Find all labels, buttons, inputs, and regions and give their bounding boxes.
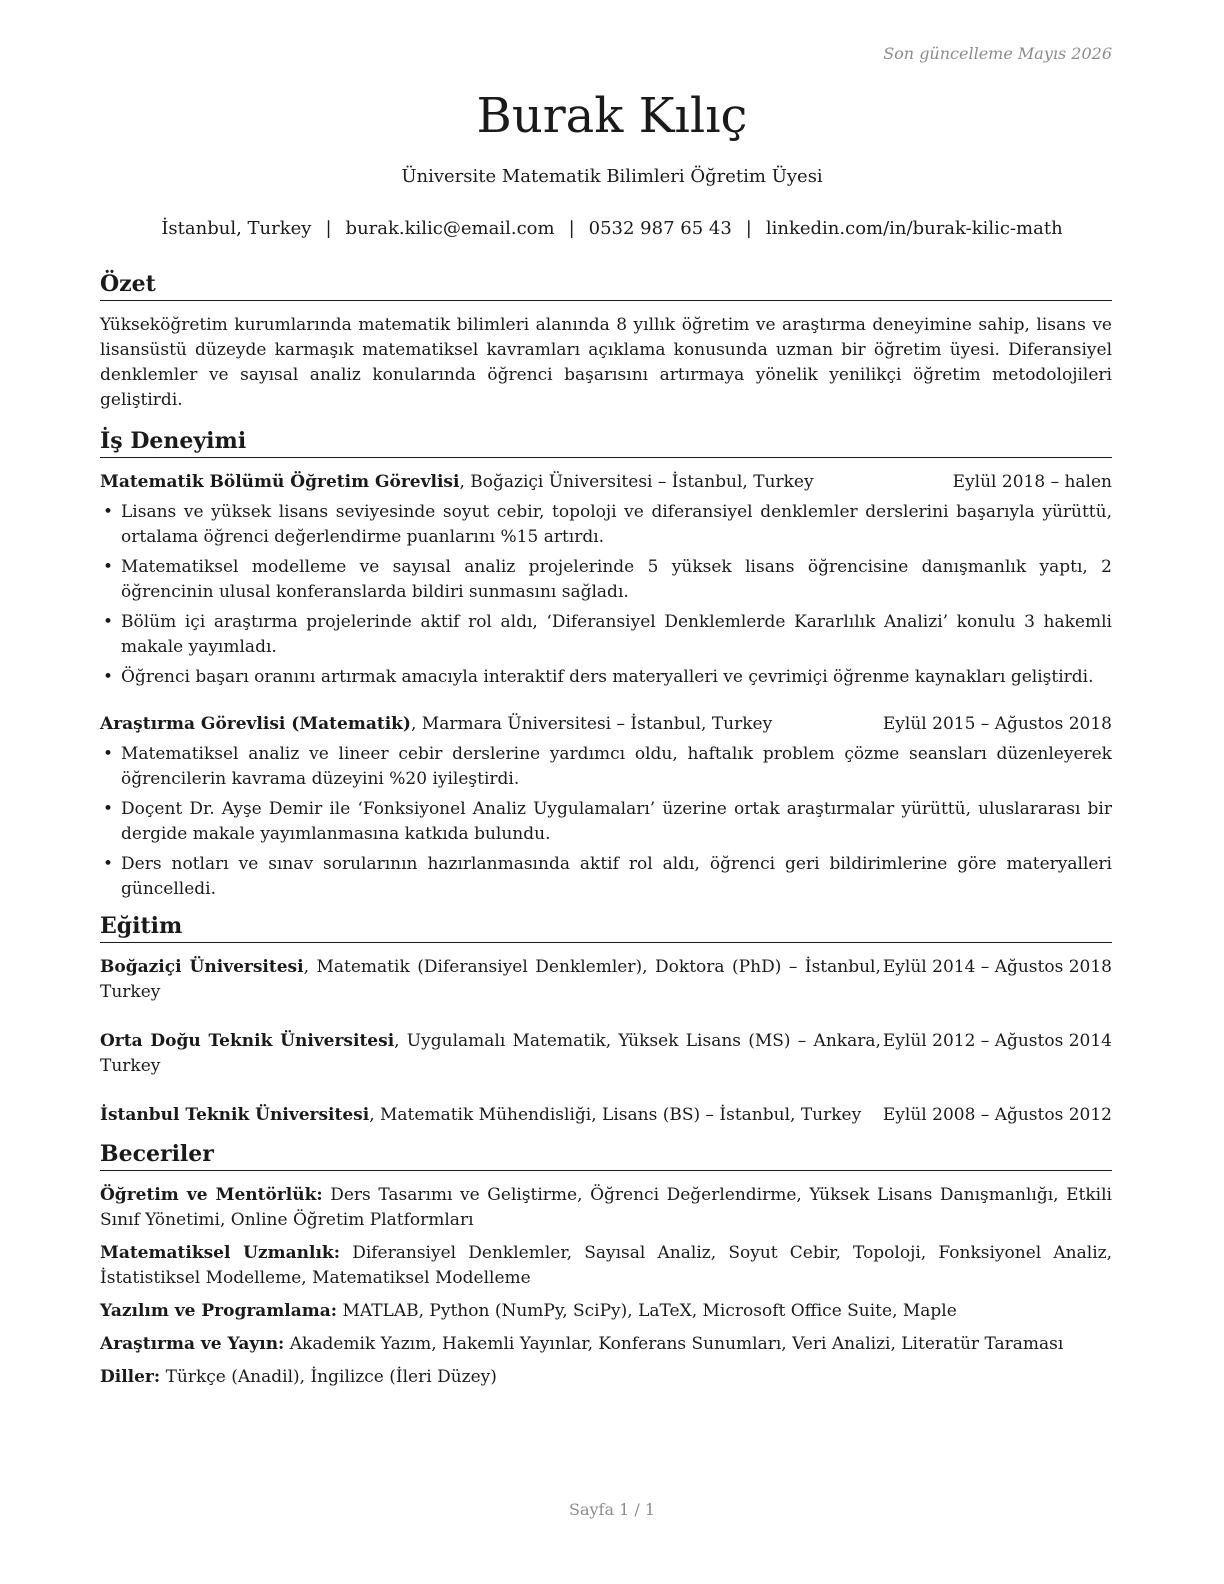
job-bullet: • Matematiksel analiz ve lineer cebir derslerine yardımcı oldu, haftalık problem çözme seansları düzenleyerek öğrencilerin kavrama düzeyini %20 iyileştirdi.	[100, 742, 1112, 792]
education-heading	[100, 1029, 883, 1079]
contact-separator: |	[568, 218, 575, 239]
contact-separator: |	[325, 218, 332, 239]
skill-label: Yazılım ve Programlama:	[100, 1301, 338, 1321]
job-org: , Boğaziçi Üniversitesi – İstanbul, Turkey	[459, 472, 814, 492]
skill-text: Türkçe (Anadil), İngilizce (İleri Düzey)	[160, 1367, 497, 1387]
education-school: Boğaziçi Üniversitesi	[100, 957, 304, 977]
skill-label: Öğretim ve Mentörlük:	[100, 1185, 323, 1205]
candidate-name: Burak Kılıç	[476, 88, 748, 144]
skill-row	[100, 1183, 1112, 1233]
summary-text: Yükseköğretim kurumlarında matematik bilimleri alanında 8 yıllık öğretim ve araştırma deneyimine sahip, lisans ve lisansüstü düzeyde karmaşık matematiksel kavramları açıklama konusunda uzman bir öğretim üyesi. Diferansiyel denklemler ve sayısal analiz konularında öğrenci başarısını artırmaya yönelik yenilikçi öğretim metodolojileri geliştirdi.	[100, 315, 1112, 410]
job-role: Matematik Bölümü Öğretim Görevlisi	[100, 472, 460, 492]
education-heading	[100, 1103, 883, 1128]
skills-section	[100, 1140, 1112, 1390]
skill-row	[100, 1365, 1112, 1390]
experience-section	[100, 427, 1112, 902]
education-heading	[100, 955, 883, 1005]
job-role: Araştırma Görevlisi (Matematik)	[100, 714, 411, 734]
skill-label: Araştırma ve Yayın:	[100, 1334, 285, 1354]
skill-row	[100, 1241, 1112, 1291]
education-entry	[100, 1029, 1112, 1079]
skill-label: Diller:	[100, 1367, 161, 1387]
skill-label: Matematiksel Uzmanlık:	[100, 1243, 340, 1263]
skill-text: MATLAB, Python (NumPy, SciPy), LaTeX, Microsoft Office Suite, Maple	[337, 1301, 957, 1321]
skill-text: Akademik Yazım, Hakemli Yayınlar, Konferans Sunumları, Veri Analizi, Literatür Taraması	[284, 1334, 1064, 1354]
job-entry	[100, 470, 1112, 690]
education-entry	[100, 955, 1112, 1005]
job-bullet: • Öğrenci başarı oranını artırmak amacıyla interaktif ders materyalleri ve çevrimiçi öğrenme kaynakları geliştirdi.	[100, 665, 1112, 690]
education-school: Orta Doğu Teknik Üniversitesi	[100, 1031, 395, 1051]
job-bullets	[100, 742, 1112, 902]
contact-separator: |	[745, 218, 752, 239]
job-header	[100, 470, 1112, 495]
contact-location: İstanbul, Turkey	[161, 218, 312, 239]
page-number: Sayfa 1 / 1	[568, 1500, 655, 1519]
section-title-experience: İş Deneyimi	[100, 427, 1112, 458]
education-detail: , Matematik Mühendisliği, Lisans (BS) – İstanbul, Turkey	[369, 1105, 862, 1125]
summary-section	[100, 270, 1112, 413]
job-heading	[100, 470, 814, 495]
education-detail: , Matematik (Diferansiyel Denklemler), Doktora (PhD) – İstanbul, Turkey	[100, 957, 881, 1002]
skill-text: Diferansiyel Denklemler, Sayısal Analiz, Soyut Cebir, Topoloji, Fonksiyonel Analiz, İstatistiksel Modelleme, Matematiksel Modelleme	[100, 1243, 1113, 1288]
education-detail: , Uygulamalı Matematik, Yüksek Lisans (MS) – Ankara, Turkey	[100, 1031, 881, 1076]
section-title-summary: Özet	[100, 270, 1112, 301]
resume-content	[100, 270, 1112, 1398]
job-bullets	[100, 500, 1112, 690]
job-bullet: • Doçent Dr. Ayşe Demir ile ‘Fonksiyonel Analiz Uygulamaları’ üzerine ortak araştırmalar yürüttü, uluslararası bir dergide makale yayımlanmasına katkıda bulundu.	[100, 797, 1112, 847]
education-entry	[100, 1103, 1112, 1128]
contact-line	[0, 218, 1224, 239]
job-bullet: • Matematiksel modelleme ve sayısal analiz projelerinde 5 yüksek lisans öğrencisine danışmanlık yaptı, 2 öğrencinin ulusal konferanslarda bildiri sunmasını sağladı.	[100, 555, 1112, 605]
job-entry	[100, 712, 1112, 902]
skill-row	[100, 1332, 1112, 1357]
skill-text: Ders Tasarımı ve Geliştirme, Öğrenci Değerlendirme, Yüksek Lisans Danışmanlığı, Etkili Sınıf Yönetimi, Online Öğretim Platformları	[100, 1185, 1112, 1230]
last-updated: Son güncelleme Mayıs 2026	[883, 44, 1112, 63]
job-bullet: • Bölüm içi araştırma projelerinde aktif rol aldı, ‘Diferansiyel Denklemlerde Kararlılık Analizi’ konulu 3 hakemli makale yayımladı.	[100, 610, 1112, 660]
education-date: Eylül 2014 – Ağustos 2018	[882, 957, 1112, 977]
candidate-tagline: Üniversite Matematik Bilimleri Öğretim Üyesi	[401, 166, 823, 187]
education-date: Eylül 2012 – Ağustos 2014	[882, 1031, 1112, 1051]
job-heading	[100, 712, 772, 737]
section-title-skills: Beceriler	[100, 1140, 1112, 1171]
skill-row	[100, 1299, 1112, 1324]
job-org: , Marmara Üniversitesi – İstanbul, Turkey	[410, 714, 773, 734]
section-title-education: Eğitim	[100, 912, 1112, 943]
education-section	[100, 912, 1112, 1128]
job-header	[100, 712, 1112, 737]
job-date: Eylül 2018 – halen	[952, 472, 1112, 492]
education-date: Eylül 2008 – Ağustos 2012	[882, 1105, 1112, 1125]
contact-email[interactable]: burak.kilic@email.com	[345, 218, 555, 239]
contact-linkedin[interactable]: linkedin.com/in/burak-kilic-math	[765, 218, 1063, 239]
contact-phone[interactable]: 0532 987 65 43	[588, 218, 732, 239]
job-date: Eylül 2015 – Ağustos 2018	[882, 714, 1112, 734]
job-bullet: • Ders notları ve sınav sorularının hazırlanmasında aktif rol aldı, öğrenci geri bildirimlerine göre materyalleri güncelledi.	[100, 852, 1112, 902]
education-school: İstanbul Teknik Üniversitesi	[100, 1105, 370, 1125]
job-bullet: • Lisans ve yüksek lisans seviyesinde soyut cebir, topoloji ve diferansiyel denklemler derslerini başarıyla yürüttü, ortalama öğrenci değerlendirme puanlarını %15 artırdı.	[100, 500, 1112, 550]
